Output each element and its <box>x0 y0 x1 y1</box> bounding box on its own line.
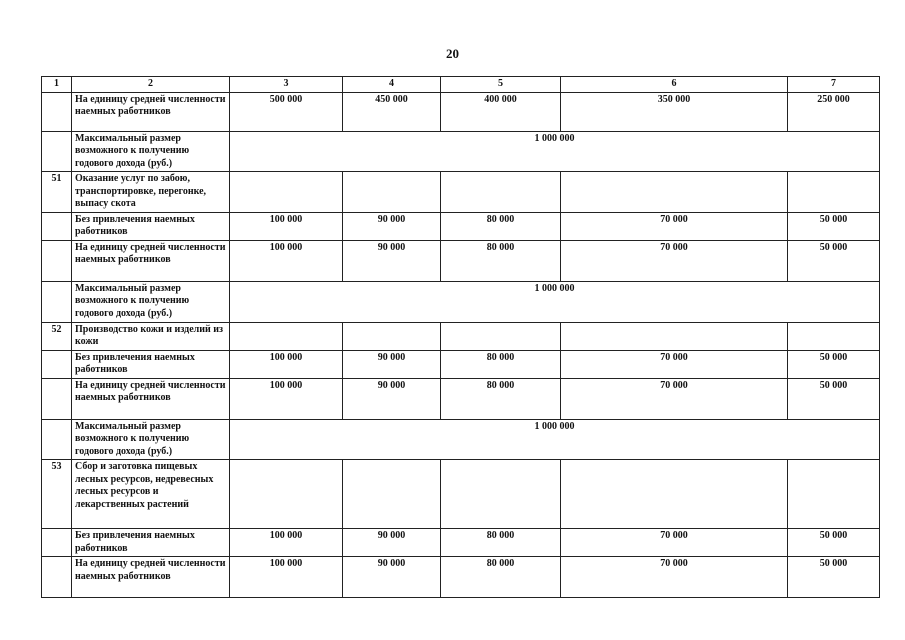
income-value-col-7: 50 000 <box>788 557 880 598</box>
activity-name: На единицу средней численности наемных работников <box>72 378 230 419</box>
activity-name: Максимальный размер возможного к получению годового дохода (руб.) <box>72 281 230 322</box>
activity-name: Без привлечения наемных работников <box>72 350 230 378</box>
row-number <box>42 378 72 419</box>
income-value-col-5: 80 000 <box>441 350 561 378</box>
max-income-value: 1 000 000 <box>230 281 880 322</box>
income-value-col-7: 50 000 <box>788 350 880 378</box>
table-row <box>42 131 880 172</box>
income-value-col-5 <box>441 322 561 350</box>
income-value-col-3: 100 000 <box>230 529 343 557</box>
income-value-col-6: 70 000 <box>561 378 788 419</box>
activity-name: Без привлечения наемных работников <box>72 529 230 557</box>
income-value-col-6: 70 000 <box>561 212 788 240</box>
income-value-col-3: 100 000 <box>230 350 343 378</box>
income-value-col-4 <box>343 172 441 213</box>
column-header: 7 <box>788 77 880 93</box>
income-value-col-6 <box>561 172 788 213</box>
income-value-col-6: 70 000 <box>561 557 788 598</box>
row-number <box>42 131 72 172</box>
income-value-col-4: 90 000 <box>343 350 441 378</box>
activity-name: Сбор и заготовка пищевых лесных ресурсов, недревесных лесных ресурсов и лекарственных растений <box>72 460 230 529</box>
activity-name: На единицу средней численности наемных работников <box>72 557 230 598</box>
income-value-col-5 <box>441 172 561 213</box>
table-row <box>42 212 880 240</box>
income-value-col-7 <box>788 460 880 529</box>
income-value-col-7 <box>788 322 880 350</box>
income-value-col-6: 70 000 <box>561 529 788 557</box>
table-row <box>42 281 880 322</box>
income-value-col-5: 80 000 <box>441 378 561 419</box>
income-value-col-4: 90 000 <box>343 378 441 419</box>
income-value-col-7: 50 000 <box>788 240 880 281</box>
activity-name: Максимальный размер возможного к получению годового дохода (руб.) <box>72 419 230 460</box>
income-value-col-4: 90 000 <box>343 529 441 557</box>
income-value-col-4: 90 000 <box>343 240 441 281</box>
row-number <box>42 92 72 131</box>
income-value-col-5: 400 000 <box>441 92 561 131</box>
income-value-col-3: 500 000 <box>230 92 343 131</box>
income-value-col-7 <box>788 172 880 213</box>
income-value-col-6 <box>561 460 788 529</box>
income-value-col-5: 80 000 <box>441 529 561 557</box>
page-number: 20 <box>446 46 459 61</box>
income-value-col-4: 90 000 <box>343 557 441 598</box>
income-value-col-6: 70 000 <box>561 350 788 378</box>
income-value-col-7: 50 000 <box>788 212 880 240</box>
income-value-col-5: 80 000 <box>441 557 561 598</box>
income-value-col-4: 90 000 <box>343 212 441 240</box>
row-number <box>42 529 72 557</box>
table-row <box>42 322 880 350</box>
income-value-col-4: 450 000 <box>343 92 441 131</box>
activity-name: На единицу средней численности наемных работников <box>72 240 230 281</box>
column-header: 5 <box>441 77 561 93</box>
income-value-col-3: 100 000 <box>230 557 343 598</box>
row-number: 51 <box>42 172 72 213</box>
table-row <box>42 240 880 281</box>
header-row <box>42 77 880 93</box>
activity-name: Без привлечения наемных работников <box>72 212 230 240</box>
column-header: 2 <box>72 77 230 93</box>
row-number <box>42 557 72 598</box>
row-number <box>42 281 72 322</box>
max-income-value: 1 000 000 <box>230 131 880 172</box>
column-header: 4 <box>343 77 441 93</box>
table-row <box>42 529 880 557</box>
income-value-col-7: 50 000 <box>788 529 880 557</box>
income-value-col-6: 70 000 <box>561 240 788 281</box>
income-value-col-5 <box>441 460 561 529</box>
activity-name: На единицу средней численности наемных работников <box>72 92 230 131</box>
income-value-col-3 <box>230 322 343 350</box>
income-value-col-7: 50 000 <box>788 378 880 419</box>
table-body <box>42 77 880 598</box>
row-number <box>42 212 72 240</box>
income-value-col-3 <box>230 172 343 213</box>
activity-name: Производство кожи и изделий из кожи <box>72 322 230 350</box>
income-value-col-5: 80 000 <box>441 212 561 240</box>
column-header: 6 <box>561 77 788 93</box>
income-value-col-3: 100 000 <box>230 240 343 281</box>
income-value-col-3 <box>230 460 343 529</box>
activity-name: Оказание услуг по забою, транспортировке, перегонке, выпасу скота <box>72 172 230 213</box>
income-value-col-6: 350 000 <box>561 92 788 131</box>
income-value-col-3: 100 000 <box>230 378 343 419</box>
column-header: 3 <box>230 77 343 93</box>
table-row <box>42 557 880 598</box>
table-row <box>42 378 880 419</box>
income-value-col-4 <box>343 322 441 350</box>
table-row <box>42 172 880 213</box>
table-row <box>42 419 880 460</box>
column-header: 1 <box>42 77 72 93</box>
row-number: 53 <box>42 460 72 529</box>
row-number <box>42 350 72 378</box>
row-number: 52 <box>42 322 72 350</box>
income-value-col-4 <box>343 460 441 529</box>
activity-name: Максимальный размер возможного к получению годового дохода (руб.) <box>72 131 230 172</box>
income-value-col-6 <box>561 322 788 350</box>
table-row <box>42 92 880 131</box>
income-value-col-7: 250 000 <box>788 92 880 131</box>
row-number <box>42 419 72 460</box>
income-value-col-3: 100 000 <box>230 212 343 240</box>
table-row <box>42 350 880 378</box>
table-row <box>42 460 880 529</box>
row-number <box>42 240 72 281</box>
max-income-value: 1 000 000 <box>230 419 880 460</box>
income-table <box>41 76 880 598</box>
income-value-col-5: 80 000 <box>441 240 561 281</box>
